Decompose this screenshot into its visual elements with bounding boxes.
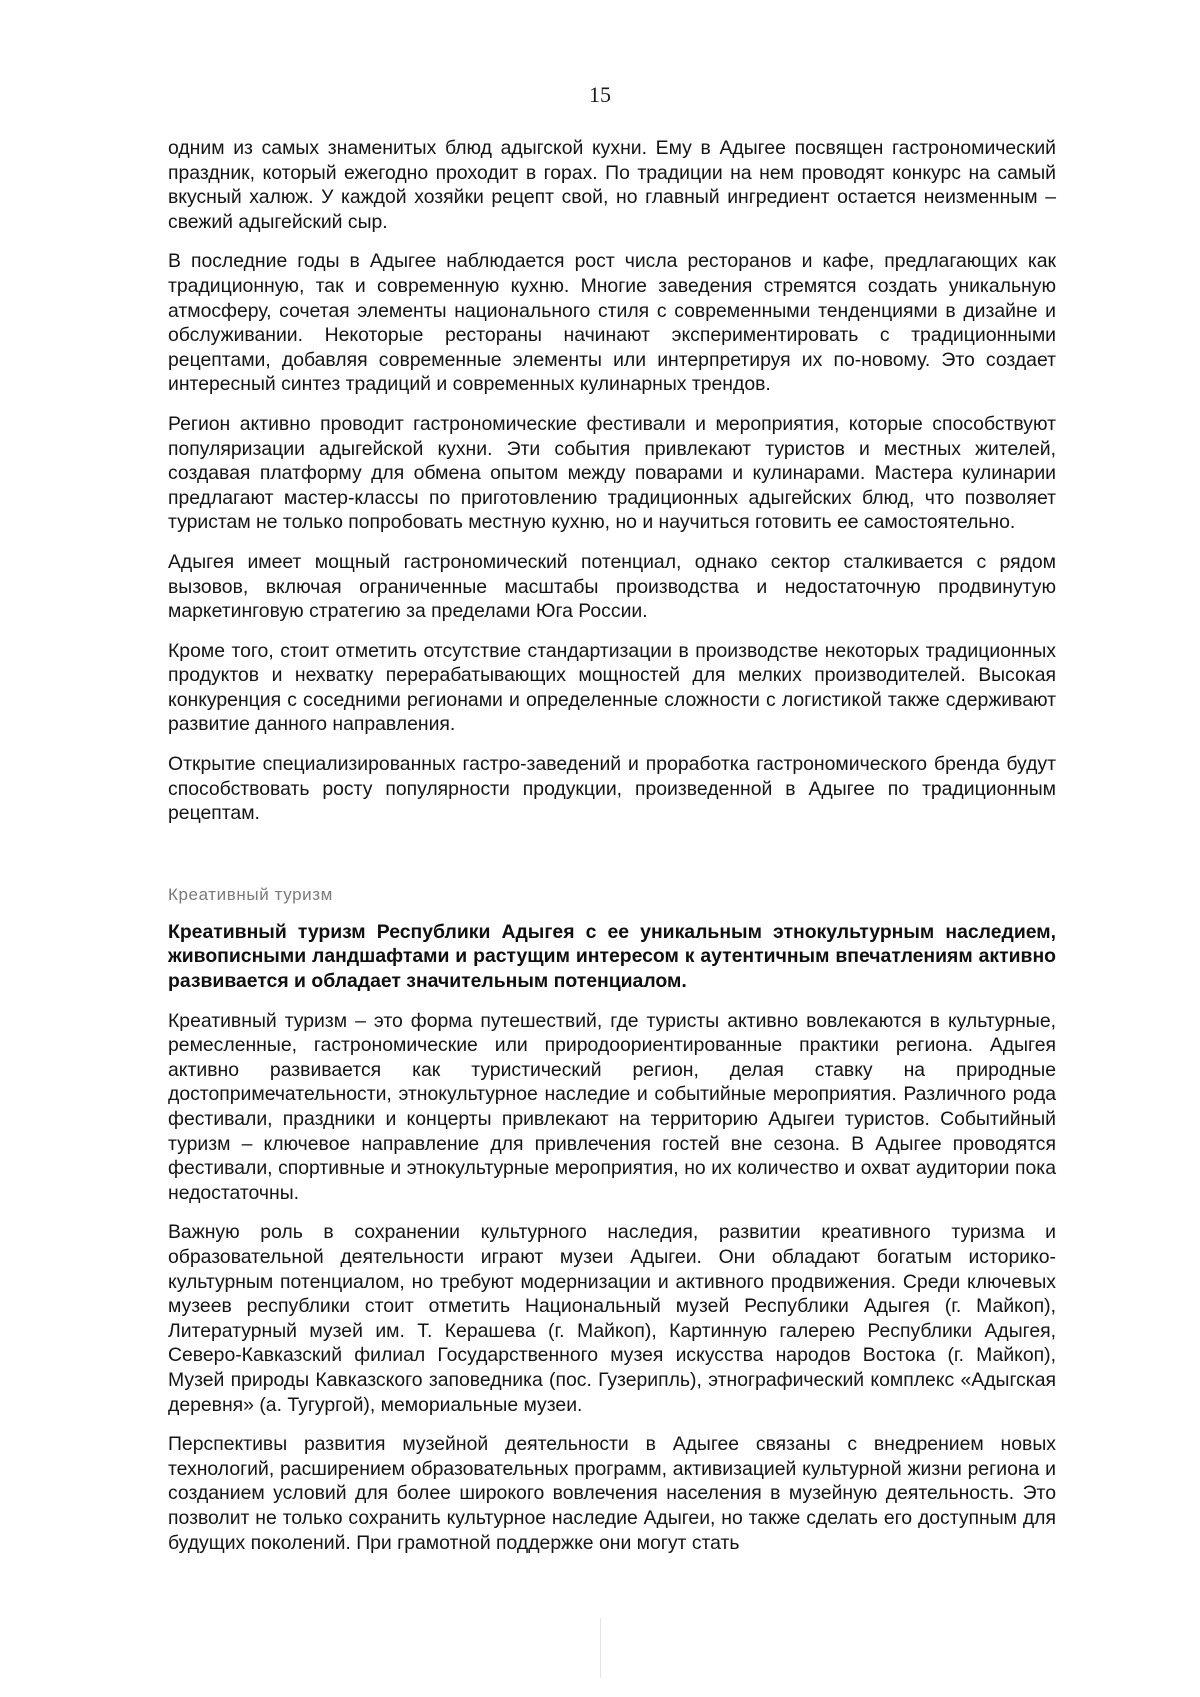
page-body [168,136,1056,1555]
paragraph-museums-role: Важную роль в сохранении культурного наследия, развитии креативного туризма и образовательной деятельности играют музеи Адыгеи. Они обладают богатым историко-культурным потенциалом, но требуют модернизации и активного продвижения. Среди ключевых музеев республики стоит отметить Национальный музей Республики Адыгея (г. Майкоп), Литературный музей им. Т. Керашева (г. Майкоп), Картинную галерею Республики Адыгея, Северо-Кавказский филиал Государственного музея искусства народов Востока (г. Майкоп), Музей природы Кавказского заповедника (пос. Гузерипль), этнографический комплекс «Адыгская деревня» (а. Тугургой), мемориальные музеи. [168,1221,1056,1416]
paragraph-museum-prospects: Перспективы развития музейной деятельности в Адыгее связаны с внедрением новых технологий, расширением образовательных программ, активизацией культурной жизни региона и созданием условий для более широкого вовлечения населения в музейную деятельность. Это позволит не только сохранить культурное наследие Адыгеи, но также сделать его доступным для будущих поколений. При грамотной поддержке они могут стать [168,1433,1056,1554]
paragraph-standardization-issues: Кроме того, стоит отметить отсутствие стандартизации в производстве некоторых традиционных продуктов и нехватку перерабатывающих мощностей для мелких производителей. Высокая конкуренция с соседними регионами и определенные сложности с логистикой также сдерживают развитие данного направления. [168,639,1056,736]
paragraph-halyuzh-festival: одним из самых знаменитых блюд адыгской кухни. Ему в Адыгее посвящен гастрономический праздник, который ежегодно проходит в горах. По традиции на нем проводят конкурс на самый вкусный халюж. У каждой хозяйки рецепт свой, но главный ингредиент остается неизменным – свежий адыгейский сыр. [168,137,1056,233]
section-heading-creative-tourism: Креативный туризм [168,884,333,904]
paragraph-restaurants-growth: В последние годы в Адыгее наблюдается рост числа ресторанов и кафе, предлагающих как традиционную, так и современную кухню. Многие заведения стремятся создать уникальную атмосферу, сочетая элементы национального стиля с современными тенденциями в дизайне и обслуживании. Некоторые рестораны начинают экспериментировать с традиционными рецептами, добавляя современные элементы или интерпретируя их по-новому. Это создает интересный синтез традиций и современных кулинарных трендов. [168,250,1056,396]
scan-artifact-line [600,1618,601,1678]
page-number: 15 [589,82,611,107]
section-lead-paragraph: Креативный туризм Республики Адыгея с ее уникальным этнокультурным наследием, живописными ландшафтами и растущим интересом к аутентичным впечатлениям активно развивается и обладает значительным потенциалом. [168,920,1056,993]
paragraph-gastro-brand: Открытие специализированных гастро-заведений и проработка гастрономического бренда будут способствовать росту популярности продукции, произведенной в Адыгее по традиционным рецептам. [168,753,1056,825]
paragraph-gastro-potential: Адыгея имеет мощный гастрономический потенциал, однако сектор сталкивается с рядом вызовов, включая ограниченные масштабы производства и недостаточную продвинутую маркетинговую стратегию за пределами Юга России. [168,550,1056,623]
paragraph-gastro-festivals: Регион активно проводит гастрономические фестивали и мероприятия, которые способствуют популяризации адыгейской кухни. Эти события привлекают туристов и местных жителей, создавая платформу для обмена опытом между поварами и кулинарами. Мастера кулинарии предлагают мастер-классы по приготовлению традиционных адыгейских блюд, что позволяет туристам не только попробовать местную кухню, но и научиться готовить ее самостоятельно. [168,412,1056,534]
paragraph-creative-tourism-definition: Креативный туризм – это форма путешествий, где туристы активно вовлекаются в культурные, ремесленные, гастрономические или природоориентированные практики региона. Адыгея активно развивается как туристический регион, делая ставку на природные достопримечательности, этнокультурное наследие и событийные мероприятия. Различного рода фестивали, праздники и концерты привлекают на территорию Адыгеи туристов. Событийный туризм – ключевое направление для привлечения гостей вне сезона. В Адыгее проводятся фестивали, спортивные и этнокультурные мероприятия, но их количество и охват аудитории пока недостаточны. [168,1009,1056,1204]
